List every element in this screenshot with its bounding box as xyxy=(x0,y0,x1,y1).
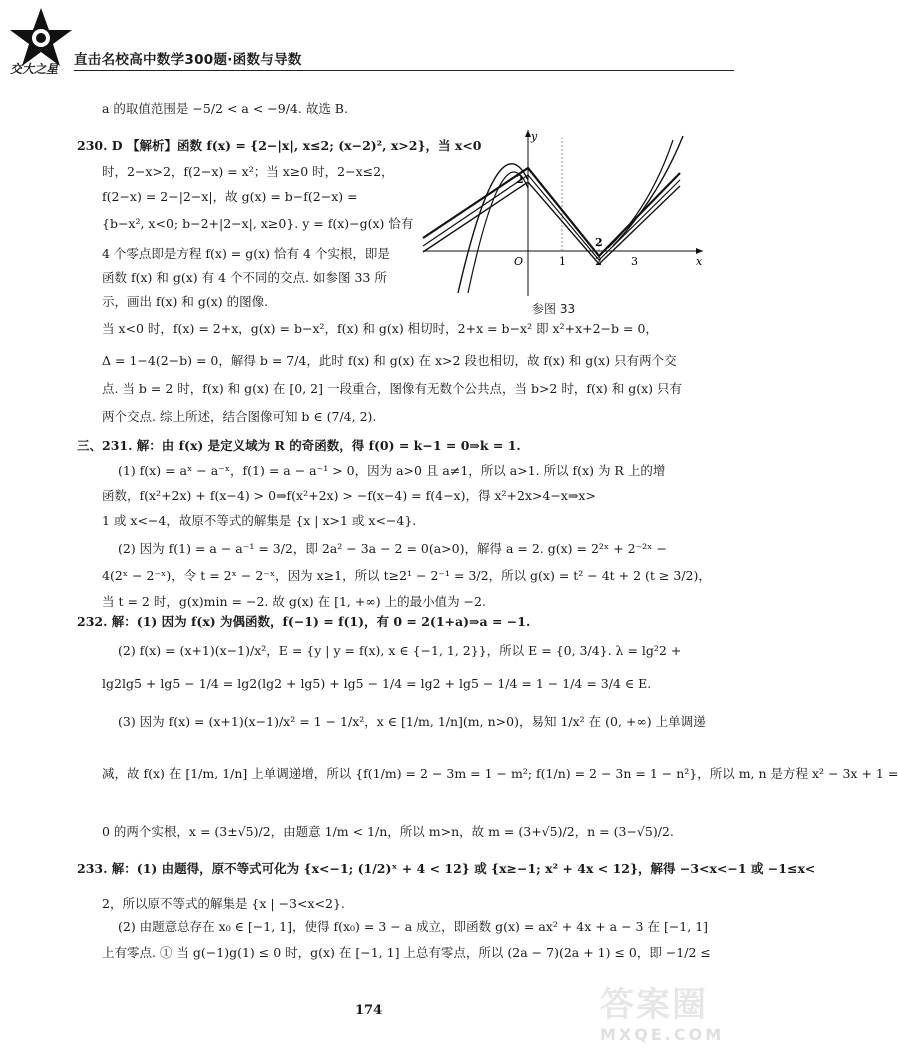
origin-label: O xyxy=(514,255,524,268)
problem-233-line: 233. 解：(1) 由题得，原不等式可化为 {x<−1; (1/2)ˣ + 4 < 12} 或 {x≥−1; x² + 4x < 12}，解得 −3<x<−1 或 −1≤x< xyxy=(77,861,816,876)
text-line: 函数，f(x²+2x) + f(x−4) > 0⇒f(x²+2x) > −f(x−4) = f(4−x)，得 x²+2x>4−x⇒x> xyxy=(102,488,596,503)
watermark-logo xyxy=(600,985,748,1055)
text-line: (2) 由题意总存在 x₀ ∈ [−1, 1]，使得 f(x₀) = 3 − a 成立，即函数 g(x) = ax² + 4x + a − 3 在 [−1, 1] xyxy=(118,919,709,934)
text-line: (2) f(x) = (x+1)(x−1)/x²，E = {y | y = f(x), x ∈ {−1, 1, 2}}，所以 E = {0, 3/4}. λ = lg²2 + xyxy=(118,643,682,658)
tick-label: 2 xyxy=(595,255,602,268)
x-axis-label: x xyxy=(696,255,703,268)
text-line: 0 的两个实根，x = (3±√5)/2，由题意 1/m < 1/n，所以 m>n，故 m = (3+√5)/2，n = (3−√5)/2. xyxy=(102,824,674,839)
y-axis-label: y xyxy=(531,130,538,143)
text-line: 时，2−x>2，f(2−x) = x²；当 x≥0 时，2−x≤2， xyxy=(102,164,394,179)
text-line: f(2−x) = 2−|2−x|，故 g(x) = b−f(2−x) = xyxy=(102,189,358,204)
text-line: 4 个零点即是方程 f(x) = g(x) 恰有 4 个实根，即是 xyxy=(102,246,390,261)
text-line: 1 或 x<−4，故原不等式的解集是 {x | x>1 或 x<−4}. xyxy=(102,513,417,528)
function-graph-figure xyxy=(418,128,708,298)
text-line: 上有零点. ① 当 g(−1)g(1) ≤ 0 时，g(x) 在 [−1, 1] 上总有零点，所以 (2a − 7)(2a + 1) ≤ 0，即 −1/2 ≤ xyxy=(102,945,711,960)
page-title: 直击名校高中数学300题·函数与导数 xyxy=(74,52,302,68)
text-line: 函数 f(x) 和 g(x) 有 4 个不同的交点. 如参图 33 所 xyxy=(102,270,387,285)
header-rule xyxy=(74,70,734,71)
peak-label: 2 xyxy=(516,173,524,186)
problem-232-line: 232. 解：(1) 因为 f(x) 为偶函数，f(−1) = f(1)，有 0 = 2(1+a)⇒a = −1. xyxy=(77,614,531,629)
text-line: 当 x<0 时，f(x) = 2+x，g(x) = b−x²，f(x) 和 g(x) 相切时，2+x = b−x² 即 x²+x+2−b = 0， xyxy=(102,321,658,336)
watermark-bottom: MXQE.COM xyxy=(600,1025,725,1044)
text-line: (1) f(x) = aˣ − a⁻ˣ，f(1) = a − a⁻¹ > 0，因为 a>0 且 a≠1，所以 a>1. 所以 f(x) 为 R 上的增 xyxy=(118,463,666,478)
tick-label: 3 xyxy=(631,255,638,268)
text-line: (3) 因为 f(x) = (x+1)(x−1)/x² = 1 − 1/x²，x ∈ [1/m, 1/n](m, n>0)，易知 1/x² 在 (0, +∞) 上单调递 xyxy=(118,714,706,729)
text-line: a 的取值范围是 −5/2 < a < −9/4. 故选 B. xyxy=(102,101,348,116)
text-line: 两个交点. 综上所述，结合图像可知 b ∈ (7/4, 2). xyxy=(102,409,377,424)
tick-label: 1 xyxy=(559,255,566,268)
text-line: Δ = 1−4(2−b) = 0，解得 b = 7/4，此时 f(x) 和 g(x) 在 x>2 段也相切，故 f(x) 和 g(x) 只有两个交 xyxy=(102,353,677,368)
problem-230-line: 230. D 【解析】函数 f(x) = {2−|x|, x≤2; (x−2)², x>2}，当 x<0 xyxy=(77,138,482,153)
text-line: 示，画出 f(x) 和 g(x) 的图像. xyxy=(102,294,269,309)
text-line: {b−x², x<0; b−2+|2−x|, x≥0}. y = f(x)−g(x) 恰有 xyxy=(102,216,414,231)
text-line: (2) 因为 f(1) = a − a⁻¹ = 3/2，即 2a² − 3a − 2 = 0(a>0)，解得 a = 2. g(x) = 2²ˣ + 2⁻²ˣ − xyxy=(118,541,667,556)
watermark-top: 答案圈 xyxy=(600,985,708,1025)
valley-label: 2 xyxy=(595,236,603,249)
text-line: lg2lg5 + lg5 − 1/4 = lg2(lg2 + lg5) + lg5 − 1/4 = lg2 + lg5 − 1/4 = 1 − 1/4 = 3/4 ∈ E. xyxy=(102,676,652,691)
figure-caption: 参图 33 xyxy=(532,302,576,316)
problem-231-line: 三、231. 解：由 f(x) 是定义域为 R 的奇函数，得 f(0) = k−1 = 0⇒k = 1. xyxy=(77,438,521,453)
text-line: 减，故 f(x) 在 [1/m, 1/n] 上单调递增，所以 {f(1/m) = 2 − 3m = 1 − m²; f(1/n) = 2 − 3n = 1 − n²}，所以 m, n 是方程 x² − 3x + 1 = xyxy=(102,766,898,781)
brand-text: 交大之星 xyxy=(10,62,59,76)
text-line: 点. 当 b = 2 时，f(x) 和 g(x) 在 [0, 2] 一段重合，图像有无数个公共点，当 b>2 时，f(x) 和 g(x) 只有 xyxy=(102,381,683,396)
text-line: 4(2ˣ − 2⁻ˣ)，令 t = 2ˣ − 2⁻ˣ，因为 x≥1，所以 t≥2¹ − 2⁻¹ = 3/2，所以 g(x) = t² − 4t + 2 (t ≥ 3/2)， xyxy=(102,568,711,583)
page-number: 174 xyxy=(355,1003,383,1018)
text-line: 2，所以原不等式的解集是 {x | −3<x<2}. xyxy=(102,896,345,911)
text-line: 当 t = 2 时，g(x)min = −2. 故 g(x) 在 [1, +∞) 上的最小值为 −2. xyxy=(102,594,486,609)
